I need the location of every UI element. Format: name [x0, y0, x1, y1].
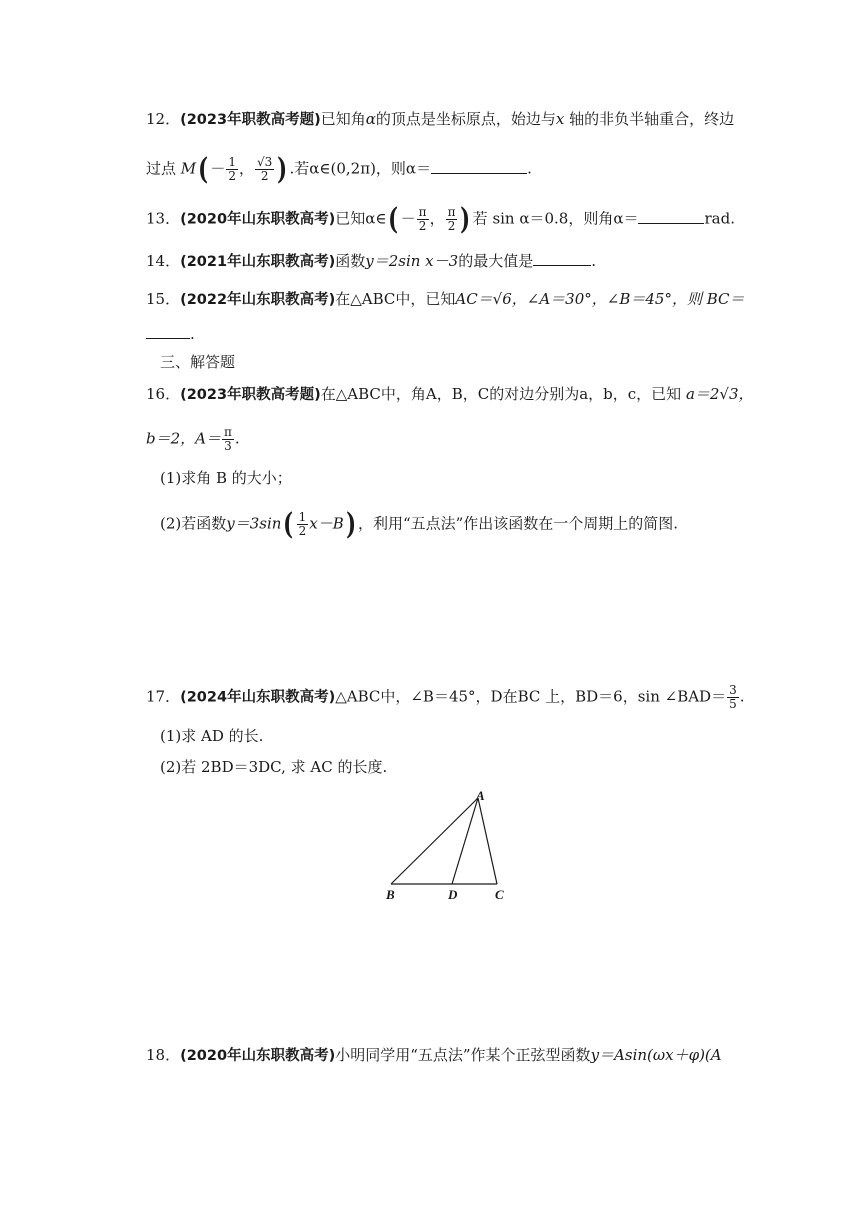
fraction — [297, 511, 309, 538]
question-16-line-2 — [146, 426, 240, 453]
fraction-denominator: 2 — [260, 169, 269, 183]
question-source-tag: (2024年山东职教高考) — [180, 689, 336, 706]
answer-blank[interactable] — [146, 322, 190, 339]
fraction-numerator: π — [223, 425, 232, 439]
question-text: 轴的非负半轴重合，终边 — [569, 110, 735, 128]
fraction — [226, 156, 238, 183]
fraction-denominator: 2 — [418, 219, 427, 233]
question-16 — [146, 383, 754, 406]
question-text: 的最大值是 — [458, 252, 534, 270]
fraction-numerator: π — [447, 205, 456, 219]
question-text: 的顶点是坐标原点，始边与 — [375, 110, 556, 128]
left-paren: ( — [388, 201, 399, 237]
math-expression: y＝Asin(ωx＋φ)(A — [590, 1046, 722, 1064]
symbol-alpha: α — [365, 110, 376, 128]
math-expression: x－B — [309, 514, 344, 533]
fraction-numerator: 1 — [298, 510, 307, 524]
question-14 — [146, 249, 596, 273]
question-source-tag: (2022年山东职教高考) — [180, 292, 336, 308]
fraction-numerator: π — [418, 205, 427, 219]
math-expression: y＝3sin — [226, 514, 282, 533]
fraction — [727, 684, 739, 711]
question-text: 小明同学用“五点法”作某个正弦型函数 — [335, 1046, 591, 1064]
left-paren: ( — [198, 151, 209, 187]
left-paren: ( — [283, 506, 294, 542]
fraction — [417, 206, 429, 233]
question-15 — [146, 288, 745, 311]
question-13: 13．(2020年山东职教高考)已知α∈( － $\frac{\pi}{2}$ ， $\frac{\pi}{2}$ ) 若 sin α＝0.8，则角α＝ rad. — [146, 201, 735, 237]
question-number: 12． — [146, 110, 181, 128]
right-paren: ) — [345, 506, 356, 542]
fraction-denominator: 2 — [298, 524, 307, 538]
answer-blank[interactable] — [533, 249, 591, 266]
fraction-denominator: 2 — [447, 219, 456, 233]
math-expression: AC＝√6，∠A＝30°，∠B＝45°，则 — [455, 290, 702, 308]
fraction — [446, 206, 458, 233]
question-16-part-1: (1)求角 B 的大小； — [160, 469, 292, 487]
fraction — [222, 426, 234, 453]
question-number: 16． — [146, 385, 181, 403]
math-expression: a＝2√3， — [685, 385, 754, 403]
section-heading: 三、解答题 — [160, 353, 236, 371]
question-text: (2)若函数 — [160, 514, 227, 533]
question-15-line-2 — [146, 322, 195, 345]
question-text: 已知角 — [320, 110, 366, 128]
fraction-numerator: 1 — [228, 155, 237, 169]
punctuation: . — [739, 687, 745, 706]
question-number: 15． — [146, 290, 181, 308]
question-16-part-2 — [160, 506, 679, 542]
right-paren: ) — [460, 201, 471, 237]
fraction-denominator: 5 — [729, 697, 737, 711]
answer-blank[interactable] — [431, 157, 527, 174]
question-text: 在△ABC中，已知 — [335, 290, 456, 308]
point-label: M — [180, 159, 197, 178]
question-text: 函数 — [335, 252, 366, 270]
math-expression: y＝2sin x－3 — [365, 252, 459, 270]
fraction — [255, 156, 274, 183]
question-number: 13． — [146, 209, 181, 228]
question-12-line-2: 过点 M( － $\frac{1}{2}$ ， $\frac{√3}{2}$ ) .若α∈(0,2π)，则α＝ . — [146, 151, 532, 187]
question-text: 若 sin α＝0.8，则角α＝ — [472, 209, 639, 228]
vertex-label-C: C — [495, 887, 504, 902]
punctuation: . — [527, 159, 532, 178]
question-18 — [146, 1044, 722, 1067]
question-17-part-1: (1)求 AD 的长. — [160, 727, 264, 745]
question-text: ，利用“五点法”作出该函数在一个周期上的简图. — [357, 514, 679, 533]
answer-blank[interactable] — [638, 207, 704, 224]
unit-label: rad. — [704, 209, 735, 228]
right-paren: ) — [277, 151, 288, 187]
question-17-part-2: (2)若 2BD＝3DC, 求 AC 的长度. — [160, 758, 388, 776]
punctuation: . — [591, 252, 596, 270]
question-number: 17． — [146, 687, 181, 706]
question-source-tag: (2020年山东职教高考) — [180, 1048, 336, 1064]
segment-AC — [478, 798, 497, 884]
fraction-denominator: 3 — [224, 439, 232, 453]
triangle-figure — [380, 786, 510, 906]
question-number: 14． — [146, 252, 181, 270]
punctuation: . — [190, 325, 195, 343]
math-expression: b＝2，A＝ — [146, 429, 221, 448]
question-text: .若α∈(0,2π)，则α＝ — [289, 159, 432, 178]
question-source-tag: (2020年山东职教高考) — [180, 211, 336, 228]
question-text: 过点 — [146, 159, 177, 178]
fraction-numerator: √3 — [257, 155, 273, 169]
vertex-label-B: B — [386, 887, 395, 902]
question-source-tag: (2023年职教高考题) — [180, 387, 321, 403]
question-text: △ABC中，∠B＝45°，D在BC 上，BD＝6，sin ∠BAD＝ — [335, 687, 727, 706]
fraction-denominator: 2 — [228, 169, 237, 183]
symbol-x: x — [555, 110, 565, 128]
question-17 — [146, 684, 745, 711]
question-text: 已知α∈ — [335, 209, 387, 228]
fraction-numerator: 3 — [729, 683, 737, 697]
punctuation: . — [234, 429, 240, 448]
vertex-label-A: A — [476, 788, 485, 803]
question-source-tag: (2023年职教高考题) — [180, 112, 321, 128]
question-number: 18． — [146, 1046, 181, 1064]
math-expression: BC＝ — [706, 290, 745, 308]
question-source-tag: (2021年山东职教高考) — [180, 254, 336, 270]
question-12 — [146, 108, 734, 131]
question-text: 在△ABC中，角A，B，C的对边分别为a，b，c，已知 — [320, 385, 682, 403]
vertex-label-D: D — [448, 887, 458, 902]
